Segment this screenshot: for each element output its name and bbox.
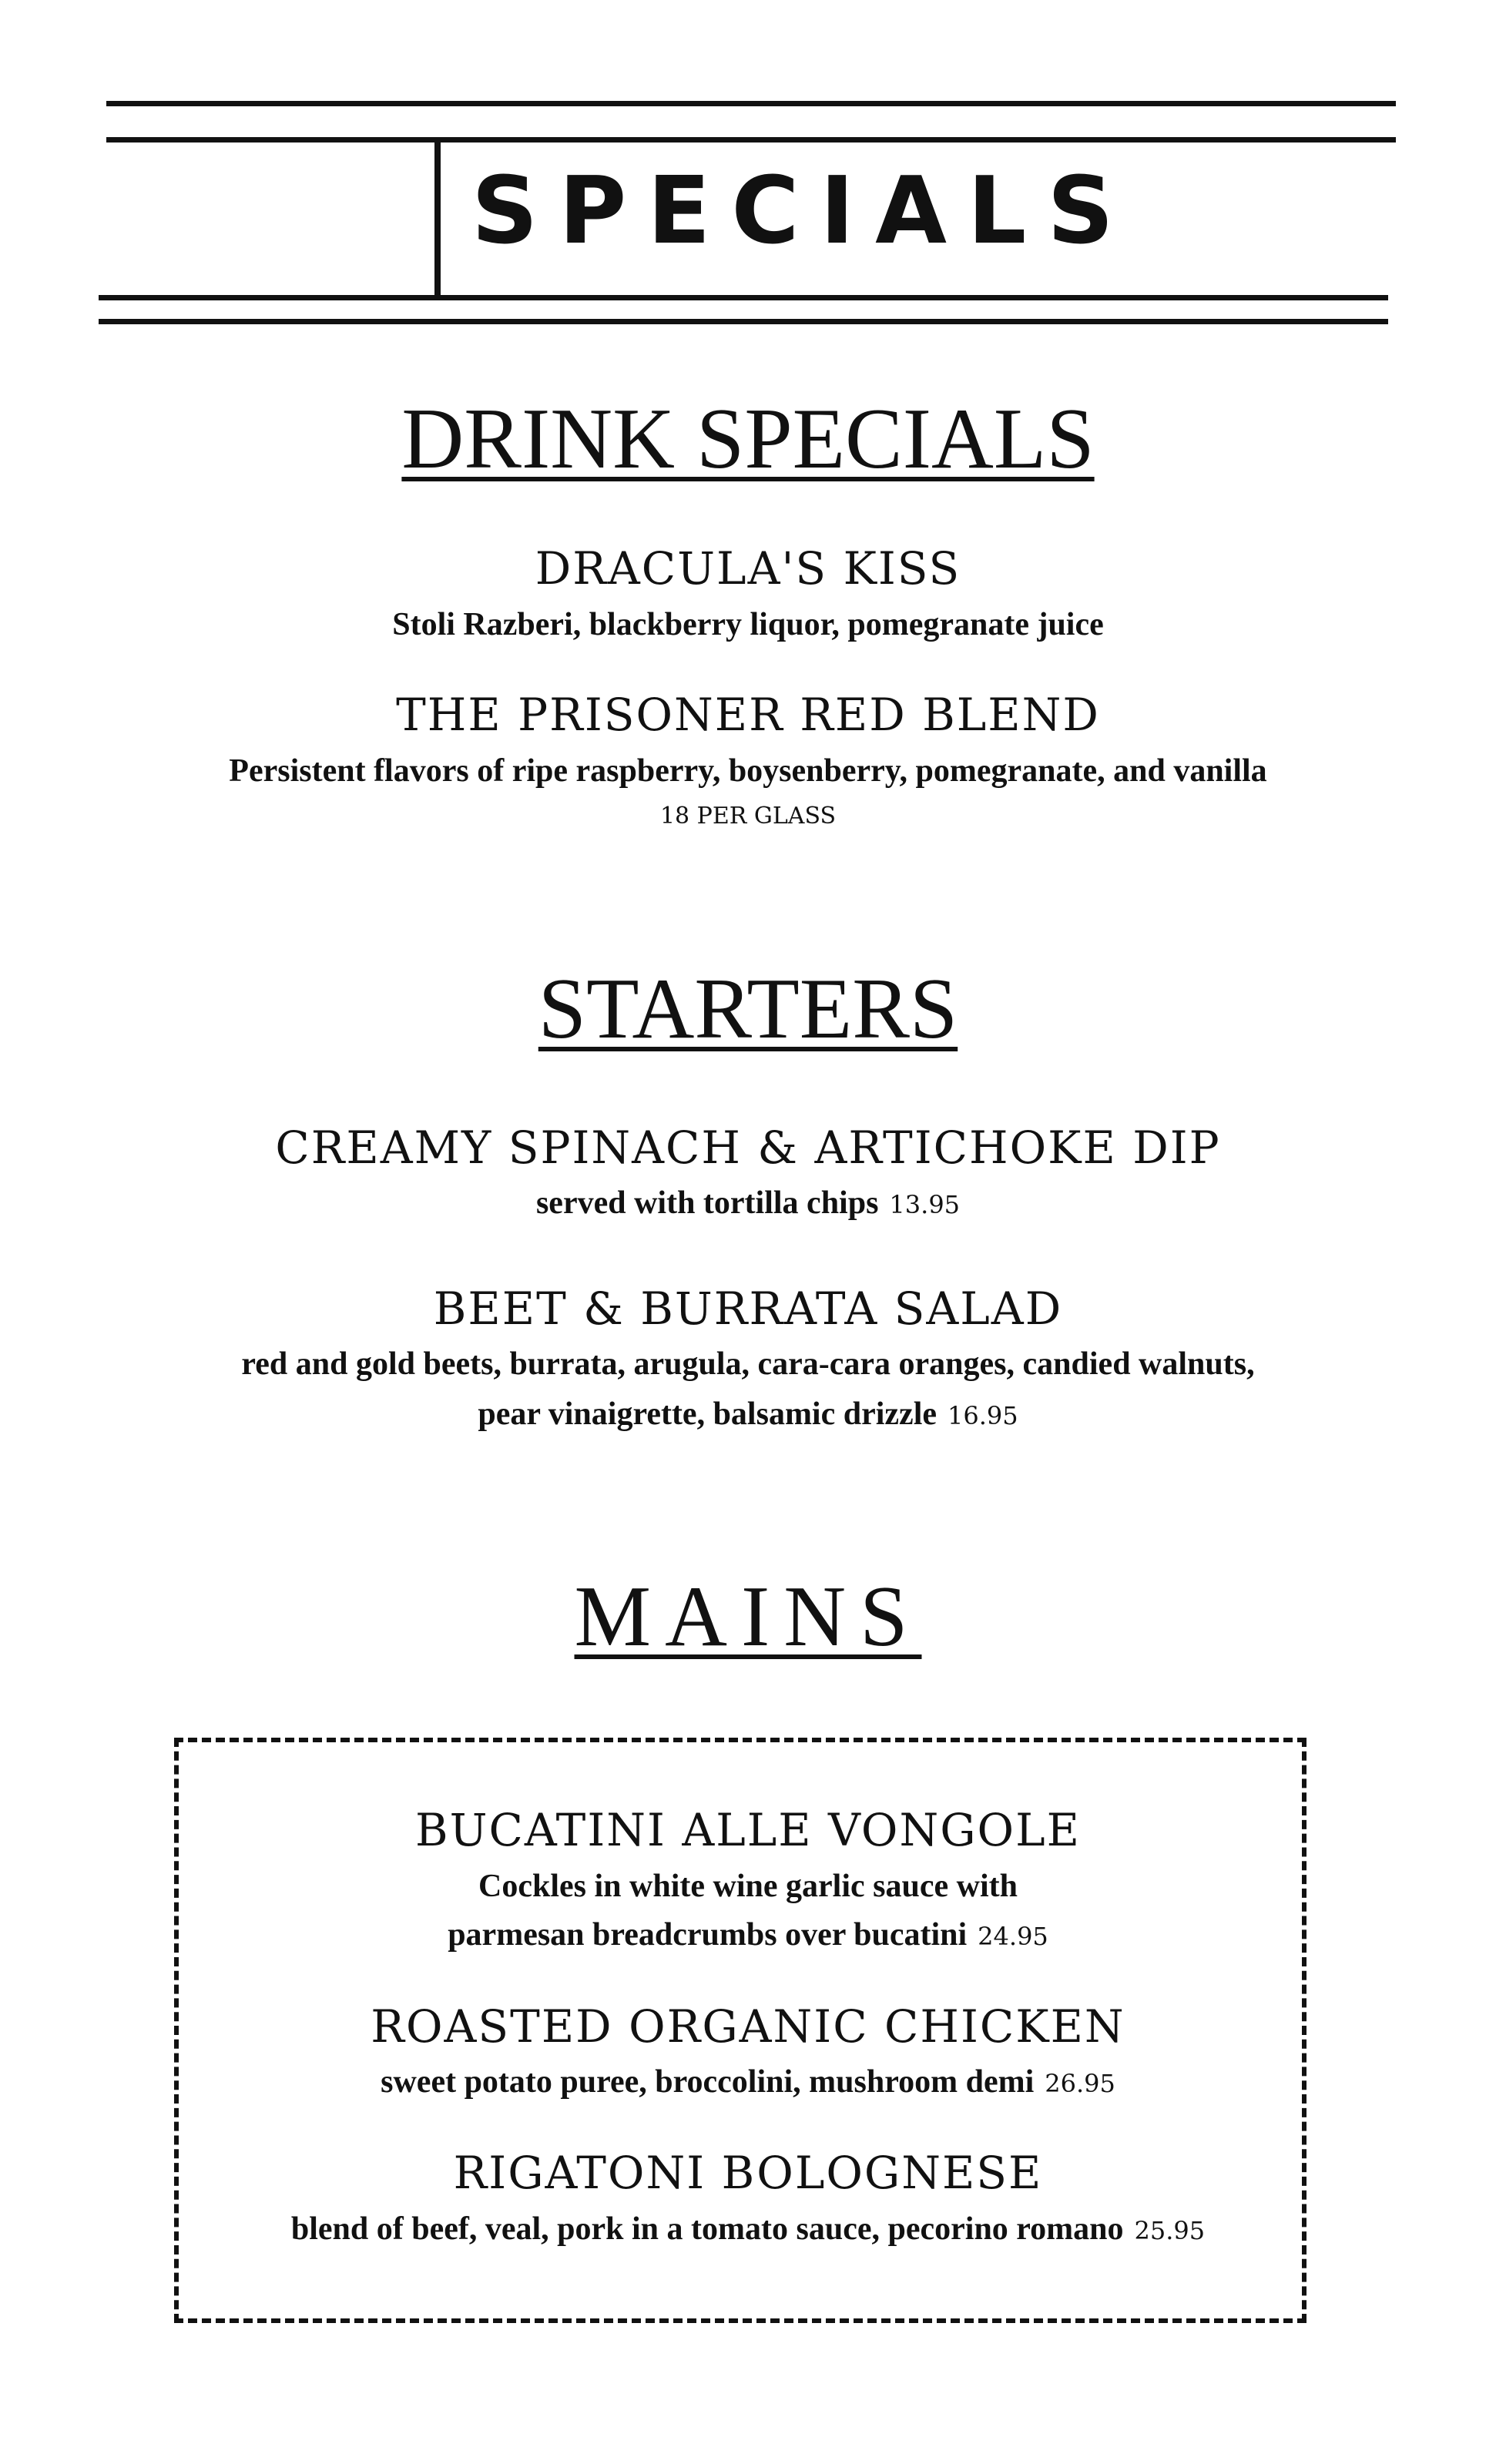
item-name-bucatini-alle-vongole: BUCATINI ALLE VONGOLE [415,1804,1081,1856]
price: 25.95 [1134,2216,1206,2245]
item-desc-beet-burrata-salad-line1: red and gold beets, burrata, arugula, cara-cara oranges, candied walnuts, [241,1346,1255,1382]
item-name-beet-burrata-salad: BEET & BURRATA SALAD [433,1282,1063,1335]
section-title-mains: MAINS [574,1569,922,1664]
page-title: SPECIALS [471,158,1135,265]
item-name-prisoner-red-blend: THE PRISONER RED BLEND [396,689,1100,741]
header-rule-lower [99,295,1388,300]
section-title-drink-specials: DRINK SPECIALS [401,391,1095,487]
item-desc-bucatini-line2: parmesan breadcrumbs over bucatini 24.95 [448,1917,1048,1953]
header-rule-vertical [434,137,441,299]
item-name-spinach-artichoke-dip: CREAMY SPINACH & ARTICHOKE DIP [275,1121,1221,1174]
header-rule-bottom [99,319,1388,324]
item-desc-roasted-organic-chicken: sweet potato puree, broccolini, mushroom demi 26.95 [381,2064,1115,2100]
item-name-draculas-kiss: DRACULA'S KISS [535,542,961,595]
item-desc-rigatoni-bolognese: blend of beef, veal, pork in a tomato sauce, pecorino romano 25.95 [290,2211,1206,2247]
price: 16.95 [948,1401,1018,1430]
item-desc-draculas-kiss: Stoli Razberi, blackberry liquor, pomegranate juice [392,607,1104,642]
item-note-prisoner-red-blend: 18 PER GLASS [659,803,837,830]
item-desc-beet-burrata-salad-line2: pear vinaigrette, balsamic drizzle 16.95 [478,1396,1018,1432]
price: 26.95 [1045,2069,1115,2098]
price: 24.95 [978,1922,1048,1951]
header-rule-upper [106,137,1396,142]
section-title-starters: STARTERS [538,961,958,1057]
item-desc-spinach-artichoke-dip: served with tortilla chips 13.95 [535,1185,961,1221]
item-name-roasted-organic-chicken: ROASTED ORGANIC CHICKEN [371,2000,1125,2053]
item-name-rigatoni-bolognese: RIGATONI BOLOGNESE [453,2147,1043,2199]
item-desc-bucatini-line1: Cockles in white wine garlic sauce with [478,1869,1018,1904]
price: 13.95 [889,1190,961,1219]
header-rule-top [106,101,1396,106]
item-desc-prisoner-red-blend: Persistent flavors of ripe raspberry, boysenberry, pomegranate, and vanilla [229,753,1267,789]
